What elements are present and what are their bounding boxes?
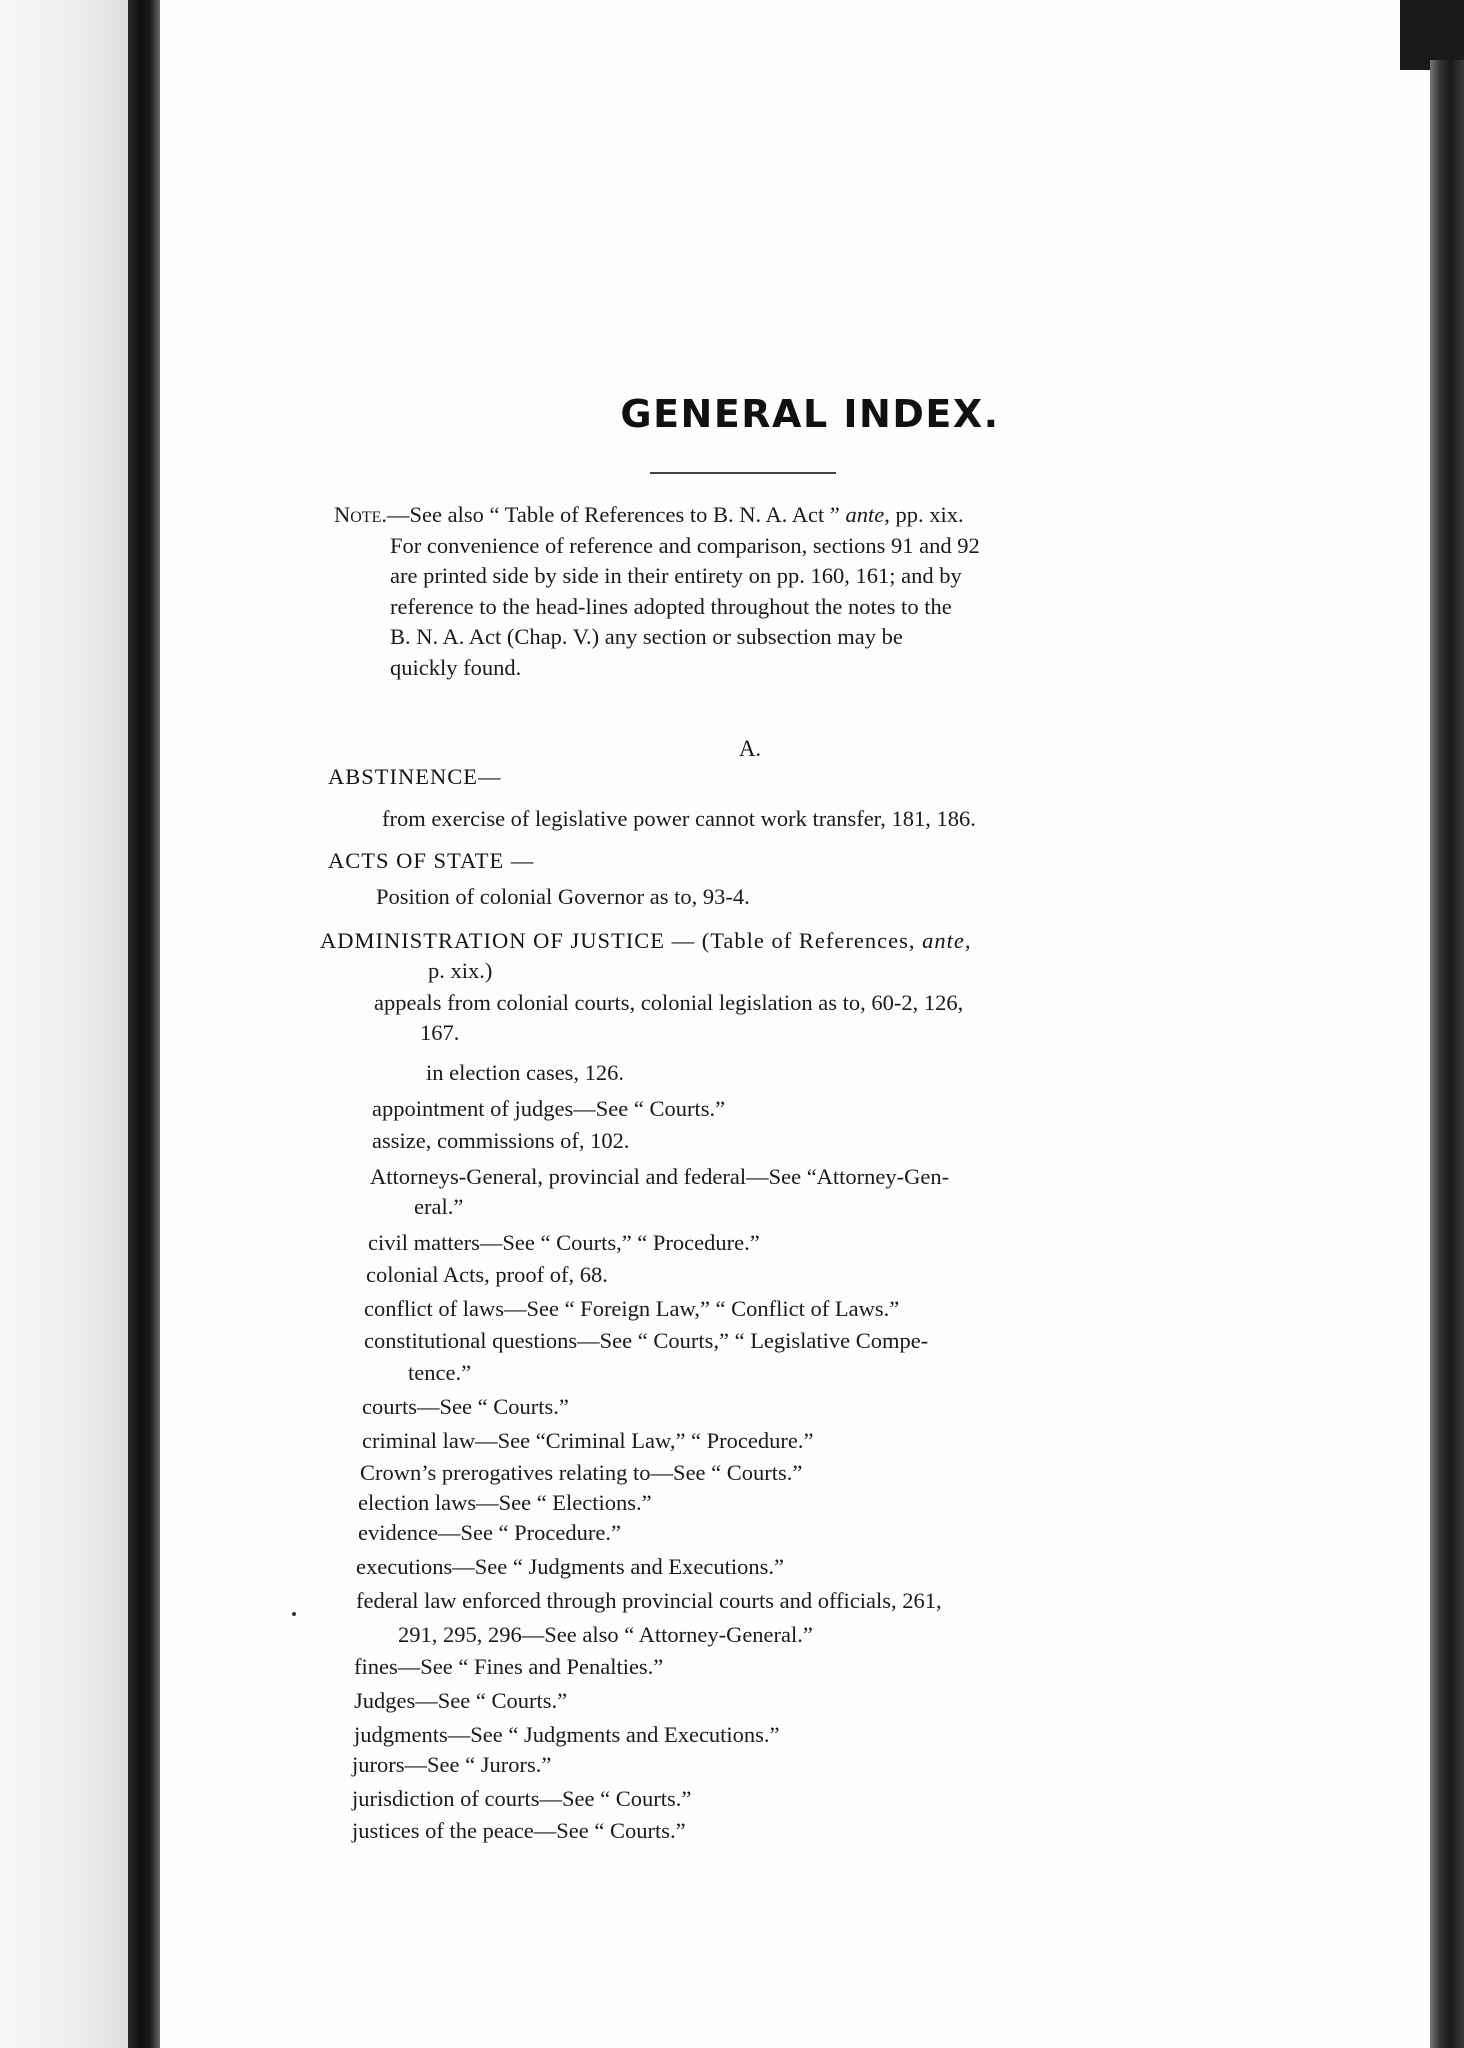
book-spine [128, 0, 160, 2048]
index-entry-cont: tence.” [408, 1360, 472, 1385]
index-entry: conflict of laws—See “ Foreign Law,” “ Conflict of Laws.” [364, 1296, 900, 1321]
note-line: For convenience of reference and comparison, sections 91 and 92 [390, 532, 980, 558]
index-entry-cont: 167. [420, 1020, 460, 1045]
index-entry: jurors—See “ Jurors.” [352, 1752, 552, 1777]
heading-ante: ante, [922, 928, 972, 953]
right-page-edge [1430, 60, 1464, 2048]
index-note [334, 500, 1174, 683]
index-entry: Crown’s prerogatives relating to—See “ Courts.” [360, 1460, 803, 1485]
index-entry-cont: p. xix.) [428, 958, 493, 983]
heading-tail: (Table of References, [701, 928, 916, 953]
note-text-1: —See also “ Table of References to B. N. A. Act ” [386, 502, 840, 527]
index-entry: election laws—See “ Elections.” [358, 1490, 652, 1515]
index-entry: constitutional questions—See “ Courts,” “ Legislative Compe- [364, 1328, 929, 1353]
index-heading: ACTS OF STATE — [328, 848, 535, 873]
index-entry: evidence—See “ Procedure.” [358, 1520, 621, 1545]
ink-speck [292, 1612, 296, 1616]
index-heading [320, 926, 971, 956]
index-entry: appointment of judges—See “ Courts.” [372, 1096, 726, 1121]
facing-page-edge [0, 0, 136, 2048]
heading-main: ADMINISTRATION OF JUSTICE — [320, 928, 696, 953]
index-entry: civil matters—See “ Courts,” “ Procedure.” [368, 1230, 760, 1255]
index-entry: from exercise of legislative power cannot work transfer, 181, 186. [382, 806, 976, 831]
note-line: B. N. A. Act (Chap. V.) any section or subsection may be [390, 624, 903, 649]
index-entry: courts—See “ Courts.” [362, 1394, 569, 1419]
index-heading: ABSTINENCE— [328, 764, 502, 789]
index-entry: fines—See “ Fines and Penalties.” [354, 1654, 664, 1679]
index-entry: Judges—See “ Courts.” [354, 1688, 568, 1713]
title-rule [650, 472, 836, 474]
index-entry: federal law enforced through provincial courts and officials, 261, [356, 1588, 942, 1613]
index-entry-cont: eral.” [414, 1194, 464, 1219]
note-lead: Note. [334, 502, 387, 527]
index-entry: executions—See “ Judgments and Executions.” [356, 1554, 785, 1579]
index-entry: Position of colonial Governor as to, 93-4. [376, 884, 750, 909]
note-line: reference to the head-lines adopted throughout the notes to the [390, 593, 952, 619]
index-entry: appeals from colonial courts, colonial legislation as to, 60-2, 126, [374, 990, 964, 1015]
page-sheet [160, 0, 1432, 2048]
note-line: are printed side by side in their entirety on pp. 160, 161; and by [390, 563, 962, 588]
index-entry: criminal law—See “Criminal Law,” “ Procedure.” [362, 1428, 814, 1453]
index-entry: Attorneys-General, provincial and federal—See “Attorney-Gen- [370, 1164, 950, 1189]
note-line: quickly found. [390, 654, 522, 680]
index-entry: colonial Acts, proof of, 68. [366, 1262, 608, 1287]
index-entry: jurisdiction of courts—See “ Courts.” [352, 1786, 692, 1811]
index-subentry: in election cases, 126. [426, 1060, 625, 1085]
index-entry: justices of the peace—See “ Courts.” [352, 1818, 686, 1843]
index-entry: judgments—See “ Judgments and Executions.” [354, 1722, 780, 1747]
page-title: GENERAL INDEX. [620, 392, 1000, 436]
section-letter: A. [738, 736, 762, 761]
index-entry: assize, commissions of, 102. [372, 1128, 630, 1153]
note-ante: ante [845, 502, 885, 527]
note-text-2: , pp. xix. [884, 502, 964, 527]
index-entry-cont: 291, 295, 296—See also “ Attorney-General.” [398, 1622, 813, 1647]
